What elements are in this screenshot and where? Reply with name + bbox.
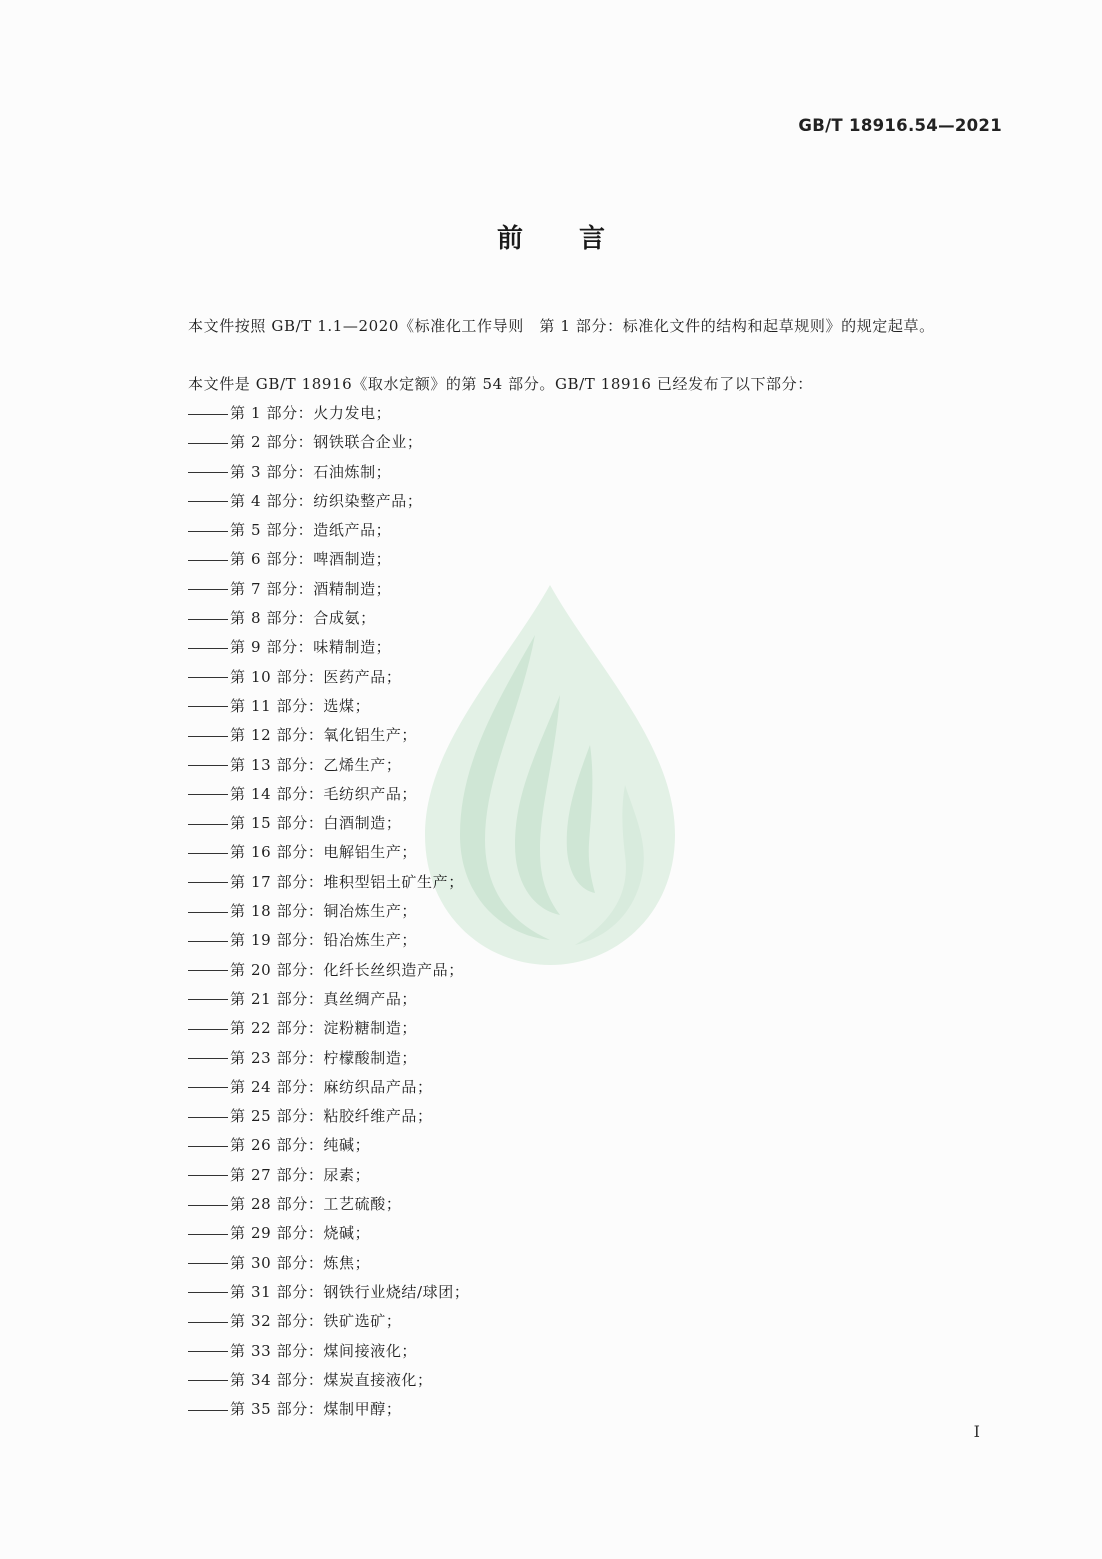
list-item-text: 第 32 部分：铁矿选矿； <box>230 1312 402 1331</box>
em-dash-marker <box>188 1175 228 1176</box>
em-dash-marker <box>188 589 228 590</box>
list-item-text: 第 33 部分：煤间接液化； <box>230 1341 418 1360</box>
em-dash-marker <box>188 765 228 766</box>
em-dash-marker <box>188 1322 228 1323</box>
em-dash-marker <box>188 531 228 532</box>
em-dash-marker <box>188 1146 228 1147</box>
list-item-text: 第 23 部分：柠檬酸制造； <box>230 1048 418 1067</box>
list-item <box>188 868 469 897</box>
em-dash-marker <box>188 970 228 971</box>
list-item-text: 第 14 部分：毛纺织产品； <box>230 784 418 803</box>
list-item <box>188 1337 469 1366</box>
em-dash-marker <box>188 414 228 415</box>
list-item <box>188 1073 469 1102</box>
list-item <box>188 428 469 457</box>
list-item <box>188 399 469 428</box>
list-item-text: 第 1 部分：火力发电； <box>230 404 392 422</box>
list-item <box>188 1278 469 1307</box>
em-dash-marker <box>188 1117 228 1118</box>
list-item-text: 第 21 部分：真丝绸产品； <box>230 989 418 1008</box>
em-dash-marker <box>188 824 228 825</box>
list-item <box>188 780 469 809</box>
em-dash-marker <box>188 736 228 737</box>
em-dash-marker <box>188 1029 228 1030</box>
list-item <box>188 1131 469 1160</box>
list-item <box>188 1190 469 1219</box>
list-item <box>188 1161 469 1190</box>
list-item <box>188 838 469 867</box>
list-item <box>188 1249 469 1278</box>
em-dash-marker <box>188 1292 228 1293</box>
list-item <box>188 751 469 780</box>
list-item <box>188 1102 469 1131</box>
list-item <box>188 458 469 487</box>
em-dash-marker <box>188 794 228 795</box>
em-dash-marker <box>188 677 228 678</box>
list-item <box>188 956 469 985</box>
em-dash-marker <box>188 912 228 913</box>
list-item <box>188 604 469 633</box>
em-dash-marker <box>188 706 228 707</box>
em-dash-marker <box>188 472 228 473</box>
list-item <box>188 721 469 750</box>
list-item-text: 第 8 部分：合成氨； <box>230 609 376 628</box>
em-dash-marker <box>188 1263 228 1264</box>
list-item-text: 第 16 部分：电解铝生产； <box>230 843 418 862</box>
list-item <box>188 487 469 516</box>
intro-paragraph-1: 本文件按照 GB/T 1.1—2020《标准化工作导则 第 1 部分：标准化文件的结构和起草规则》的规定起草。 <box>188 317 935 335</box>
em-dash-marker <box>188 1205 228 1206</box>
page-title: 前言 <box>496 224 661 254</box>
list-item-text: 第 2 部分：钢铁联合企业； <box>230 433 423 452</box>
list-item-text: 第 4 部分：纺织染整产品； <box>230 491 423 510</box>
list-item <box>188 575 469 604</box>
list-item <box>188 897 469 926</box>
list-item-text: 第 15 部分：白酒制造； <box>230 814 402 833</box>
list-item <box>188 985 469 1014</box>
em-dash-marker <box>188 1351 228 1352</box>
list-item <box>188 545 469 574</box>
list-item-text: 第 6 部分：啤酒制造； <box>230 550 392 569</box>
list-item-text: 第 3 部分：石油炼制； <box>230 462 392 481</box>
em-dash-marker <box>188 648 228 649</box>
em-dash-marker <box>188 1234 228 1235</box>
list-item <box>188 633 469 662</box>
em-dash-marker <box>188 853 228 854</box>
list-item-text: 第 27 部分：尿素； <box>230 1165 371 1184</box>
list-item-text: 第 28 部分：工艺硫酸； <box>230 1195 402 1214</box>
list-item <box>188 926 469 955</box>
list-item <box>188 1044 469 1073</box>
list-item-text: 第 35 部分：煤制甲醇； <box>230 1400 402 1419</box>
list-item <box>188 1307 469 1336</box>
list-item-text: 第 34 部分：煤炭直接液化； <box>230 1370 433 1389</box>
list-item-text: 第 25 部分：粘胶纤维产品； <box>230 1107 433 1126</box>
standard-code: GB/T 18916.54—2021 <box>798 116 1002 135</box>
list-item-text: 第 13 部分：乙烯生产； <box>230 755 402 774</box>
list-item-text: 第 18 部分：铜冶炼生产； <box>230 902 418 921</box>
em-dash-marker <box>188 999 228 1000</box>
list-item-text: 第 10 部分：医药产品； <box>230 667 402 686</box>
list-item <box>188 1395 469 1424</box>
em-dash-marker <box>188 1380 228 1381</box>
list-item-text: 第 26 部分：纯碱； <box>230 1136 371 1155</box>
list-item-text: 第 22 部分：淀粉糖制造； <box>230 1019 418 1038</box>
list-item-text: 第 29 部分：烧碱； <box>230 1224 371 1243</box>
em-dash-marker <box>188 1058 228 1059</box>
em-dash-marker <box>188 941 228 942</box>
list-item-text: 第 7 部分：酒精制造； <box>230 579 392 598</box>
list-item-text: 第 20 部分：化纤长丝织造产品； <box>230 960 464 979</box>
em-dash-marker <box>188 560 228 561</box>
list-item <box>188 1219 469 1248</box>
intro-paragraph-2: 本文件是 GB/T 18916《取水定额》的第 54 部分。GB/T 18916 已经发布了以下部分： <box>188 375 813 393</box>
page-number: I <box>973 1422 980 1441</box>
list-item-text: 第 12 部分：氧化铝生产； <box>230 726 418 745</box>
em-dash-marker <box>188 1087 228 1088</box>
list-item <box>188 692 469 721</box>
parts-list <box>188 399 469 1424</box>
list-item-text: 第 11 部分：选煤； <box>230 696 371 715</box>
list-item-text: 第 30 部分：炼焦； <box>230 1253 371 1272</box>
list-item <box>188 809 469 838</box>
em-dash-marker <box>188 501 228 502</box>
list-item <box>188 663 469 692</box>
em-dash-marker <box>188 443 228 444</box>
list-item-text: 第 31 部分：钢铁行业烧结/球团； <box>230 1282 470 1301</box>
em-dash-marker <box>188 882 228 883</box>
list-item-text: 第 24 部分：麻纺织品产品； <box>230 1077 433 1096</box>
list-item <box>188 1366 469 1395</box>
list-item <box>188 516 469 545</box>
em-dash-marker <box>188 1410 228 1411</box>
list-item <box>188 1014 469 1043</box>
list-item-text: 第 17 部分：堆积型铝土矿生产； <box>230 872 464 891</box>
em-dash-marker <box>188 619 228 620</box>
list-item-text: 第 9 部分：味精制造； <box>230 638 392 657</box>
list-item-text: 第 5 部分：造纸产品； <box>230 521 392 540</box>
list-item-text: 第 19 部分：铅冶炼生产； <box>230 931 418 950</box>
